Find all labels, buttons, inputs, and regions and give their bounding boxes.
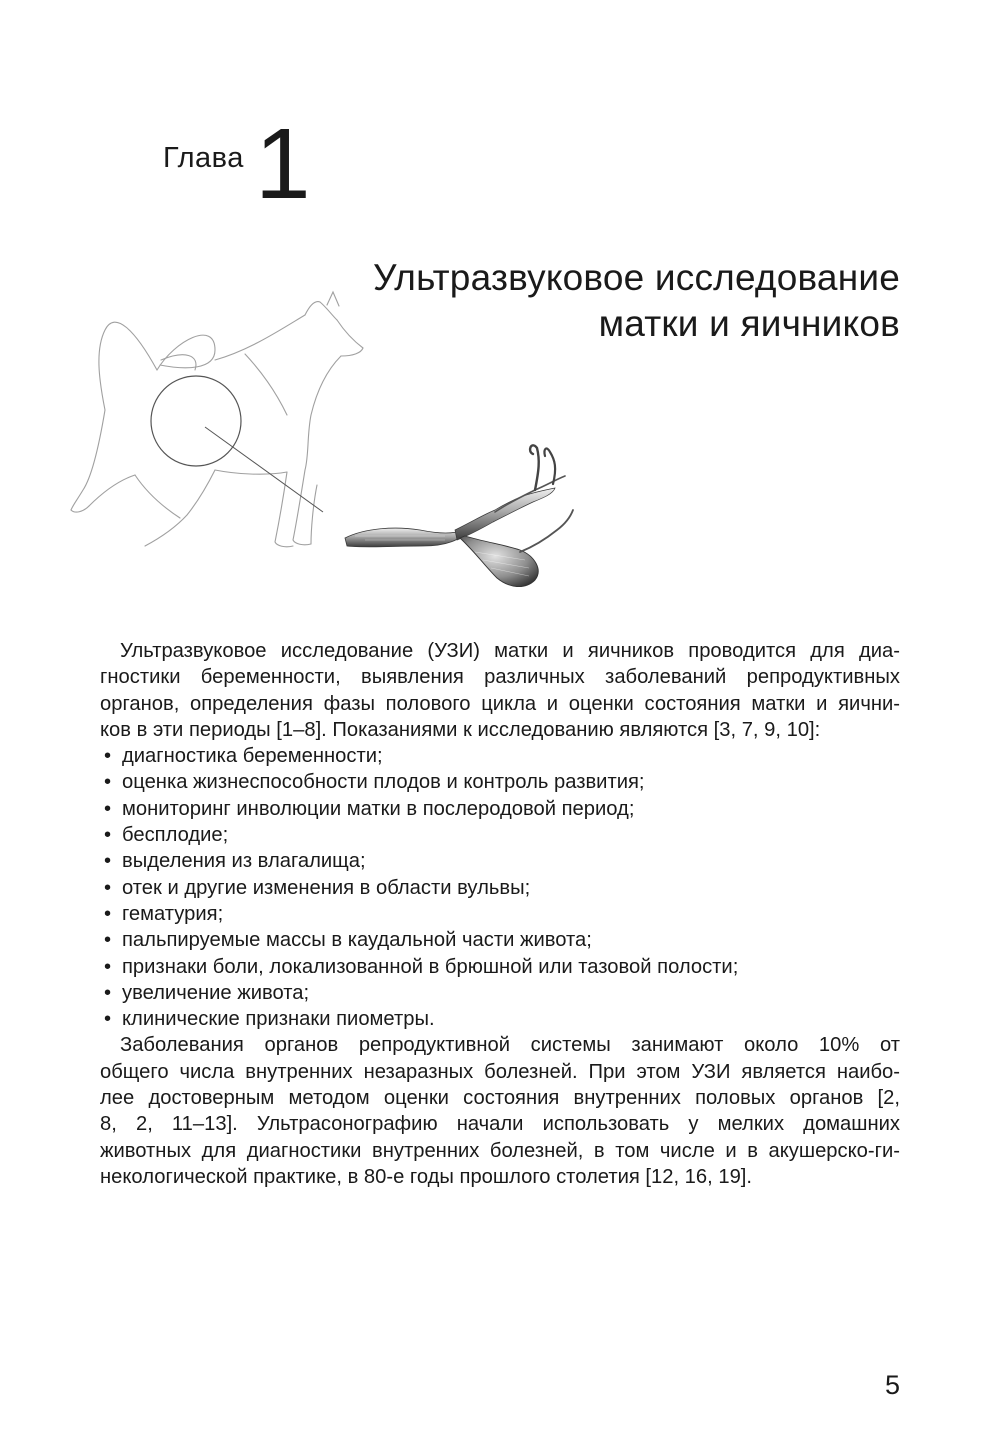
list-item: • бесплодие; xyxy=(100,822,900,848)
list-item: • мониторинг инволюции матки в послеродовой период; xyxy=(100,796,900,822)
second-line-6: некологической практике, в 80-е годы прошлого столетия [12, 16, 19]. xyxy=(100,1165,753,1188)
chapter-label: Глава xyxy=(163,142,244,174)
chapter-title-line-1: Ультразвуковое исследование xyxy=(373,256,900,298)
list-item: • выделения из влагалища; xyxy=(100,848,900,874)
list-item: • диагностика беременности; xyxy=(100,743,900,769)
list-item: • гематурия; xyxy=(100,901,900,927)
page-number: 5 xyxy=(884,1370,900,1400)
intro-paragraph xyxy=(100,638,900,743)
list-item: • увеличение живота; xyxy=(100,980,900,1006)
intro-line-2: гностики беременности, выявления различных заболеваний репродуктивных xyxy=(100,666,900,689)
list-item: • клинические признаки пиометры. xyxy=(100,1006,900,1032)
list-item: • пальпируемые массы в каудальной части живота; xyxy=(100,927,900,953)
body-text xyxy=(100,638,900,1190)
indications-list xyxy=(100,743,900,1032)
intro-line-3: органов, определения фазы полового цикла и оценки состояния матки и яични- xyxy=(100,692,900,715)
dog-outline xyxy=(71,292,363,547)
second-line-4: 8, 2, 11–13]. Ультрасонографию начали использовать у мелких домашних xyxy=(100,1113,900,1136)
magnifier-circle xyxy=(151,376,241,466)
chapter-number: 1 xyxy=(255,108,311,220)
second-line-5: животных для диагностики внутренних болезней, в том числе и в акушерско-ги- xyxy=(100,1139,900,1162)
uterus-drawing xyxy=(345,445,573,586)
intro-line-4: ков в эти периоды [1–8]. Показаниями к исследованию являются [3, 7, 9, 10]: xyxy=(100,718,821,741)
list-item: • отек и другие изменения в области вульвы; xyxy=(100,875,900,901)
list-item: • признаки боли, локализованной в брюшной или тазовой полости; xyxy=(100,954,900,980)
intro-line-1: Ультразвуковое исследование (УЗИ) матки и яичников проводится для диа- xyxy=(120,640,900,662)
second-line-1: Заболевания органов репродуктивной системы занимают около 10% от xyxy=(120,1034,900,1057)
second-line-3: лее достоверным методом оценки состояния внутренних половых органов [2, xyxy=(100,1087,900,1110)
second-line-2: общего числа внутренних незаразных болезней. При этом УЗИ является наибо- xyxy=(100,1060,900,1083)
second-paragraph xyxy=(100,1032,900,1190)
list-item: • оценка жизнеспособности плодов и контроль развития; xyxy=(100,769,900,795)
chapter-title-line-2: матки и яичников xyxy=(598,302,900,344)
dog-uterus-illustration xyxy=(65,290,585,620)
